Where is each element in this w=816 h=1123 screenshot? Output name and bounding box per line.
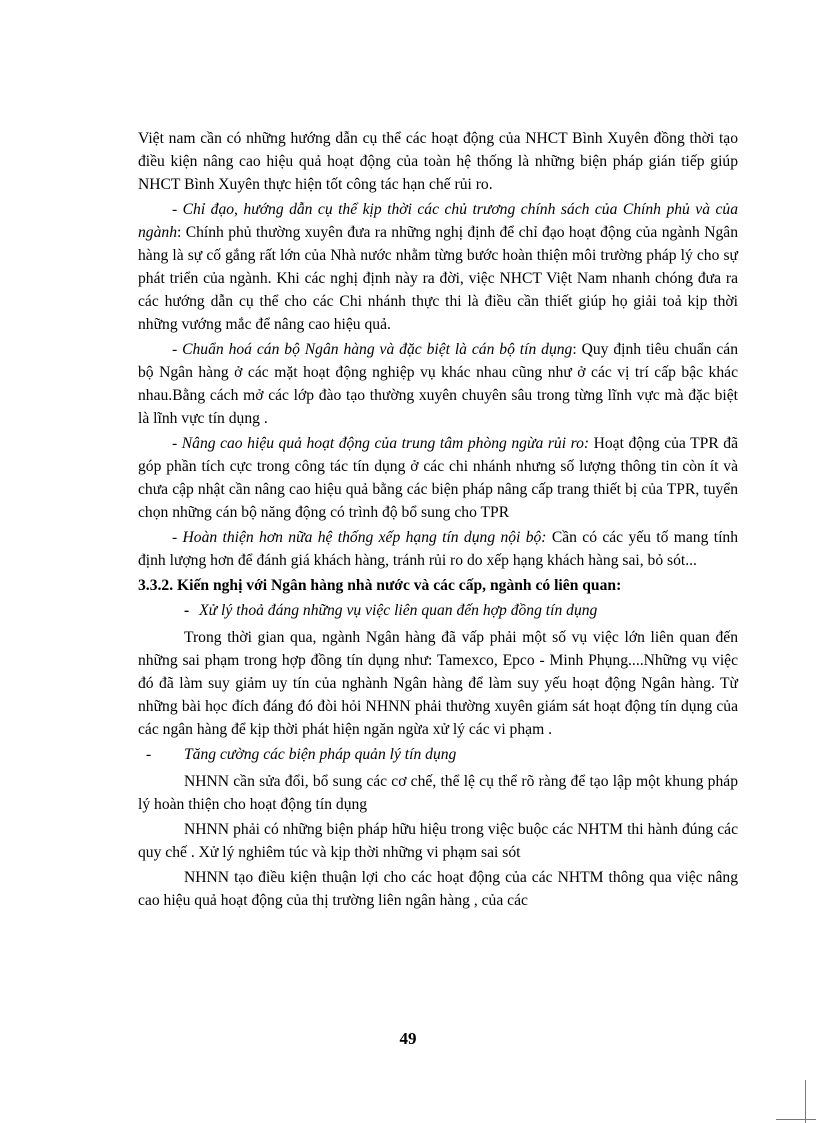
bullet-credit-management-text: Tăng cường các biện pháp quản lý tín dụng: [184, 746, 457, 763]
staff-standards-body: : Quy định tiêu chuẩn cán bộ Ngân hàng ở các mặt hoạt động nghiệp vụ khác nhau cũng như ở các vị trí cấp bậc khác nhau.Bằng cách mở các lớp đào tạo thường xuyên chuyên sâu trong từng lĩnh vực mà đặc biệt là lĩnh vực tín dụng .: [138, 341, 738, 427]
paragraph-enforcement: NHNN phải có những biện pháp hữu hiệu trong việc buộc các NHTM thi hành đúng các quy chế . Xử lý nghiêm túc và kịp thời những vi phạm sai sót: [138, 821, 738, 861]
guidance-lead: - Chỉ đạo, hướng dẫn cụ thể kịp thời các chủ trương chính sách của Chính phủ và của ngành: [138, 201, 738, 241]
paragraph-guidance: [138, 198, 738, 336]
paragraph-violations: Trong thời gian qua, ngành Ngân hàng đã vấp phải một số vụ việc lớn liên quan đến những sai phạm trong hợp đồng tín dụng như: Tamexco, Epco - Minh Phụng....Những vụ việc đó đã làm suy giảm uy tín của nghành Ngân hàng để làm suy yếu hoạt động Ngân hàng. Từ những bài học đích đáng đó đòi hỏi NHNN phải thường xuyên giám sát hoạt động tín dụng của các ngân hàng để kịp thời phát hiện ngăn ngừa xử lý các vi phạm .: [138, 629, 738, 738]
paragraph-interbank: NHNN tạo điều kiện thuận lợi cho các hoạt động của các NHTM thông qua việc nâng cao hiệu quả hoạt động của thị trường liên ngân hàng , của các: [138, 869, 738, 909]
staff-standards-lead: - Chuẩn hoá cán bộ Ngân hàng và đặc biệt là cán bộ tín dụng: [172, 341, 573, 358]
document-body: [138, 127, 738, 914]
paragraph-risk-center: [138, 432, 738, 524]
risk-center-lead: - Nâng cao hiệu quả hoạt động của trung tâm phòng ngừa rủi ro:: [172, 435, 590, 452]
paragraph-staff-standards: [138, 338, 738, 430]
corner-mark-horizontal: [776, 1119, 816, 1120]
risk-center-body: Hoạt động của TPR đã góp phần tích cực trong công tác tín dụng ở các chi nhánh nhưng số lượng thông tin còn ít và chưa cập nhật cần nâng cao hiệu quả bằng các biện pháp nâng cấp trang thiết bị của TPR, tuyển chọn những cán bộ năng động có trình độ bổ sung cho TPR: [138, 435, 738, 521]
guidance-body: : Chính phủ thường xuyên đưa ra những nghị định để chỉ đạo hoạt động của ngành Ngân hàng là sự cố gắng rất lớn của Nhà nước nhằm từng bước hoàn thiện môi trường pháp lý cho sự phát triển của ngành. Khi các nghị định này ra đời, việc NHCT Việt Nam nhanh chóng đưa ra các hướng dẫn cụ thể cho các Chi nhánh thực thi là điều cần thiết giúp họ giải toả kịp thời những vướng mắc để nâng cao hiệu quả.: [138, 224, 738, 333]
paragraph-credit-rating: [138, 526, 738, 572]
sub-heading-contracts: [138, 599, 738, 622]
section-heading: 3.3.2. Kiến nghị với Ngân hàng nhà nước và các cấp, ngành có liên quan:: [138, 577, 622, 594]
paragraph-intro: Việt nam cần có những hướng dẫn cụ thể các hoạt động của NHCT Bình Xuyên đồng thời tạo điều kiện nâng cao hiệu quả hoạt động của toàn hệ thống là những biện pháp gián tiếp giúp NHCT Bình Xuyên thực hiện tốt công tác hạn chế rủi ro.: [138, 130, 738, 193]
paragraph-legal-framework: NHNN cần sửa đổi, bổ sung các cơ chế, thể lệ cụ thể rõ ràng để tạo lập một khung pháp lý hoàn thiện cho hoạt động tín dụng: [138, 773, 738, 813]
credit-rating-body: Cần có các yếu tố mang tính định lượng hơn để đánh giá khách hàng, tránh rủi ro do xếp hạng khách hàng sai, bỏ sót...: [138, 529, 738, 569]
page-number: 49: [399, 1029, 417, 1048]
bullet-credit-management: [138, 743, 738, 766]
credit-rating-lead: - Hoàn thiện hơn nữa hệ thống xếp hạng tín dụng nội bộ:: [172, 529, 547, 546]
corner-mark-vertical: [805, 1080, 806, 1123]
sub-heading-dash: -: [184, 602, 190, 619]
sub-heading-contracts-text: Xử lý thoả đáng những vụ việc liên quan đến hợp đồng tín dụng: [199, 602, 598, 619]
bullet-dash: -: [146, 746, 152, 763]
